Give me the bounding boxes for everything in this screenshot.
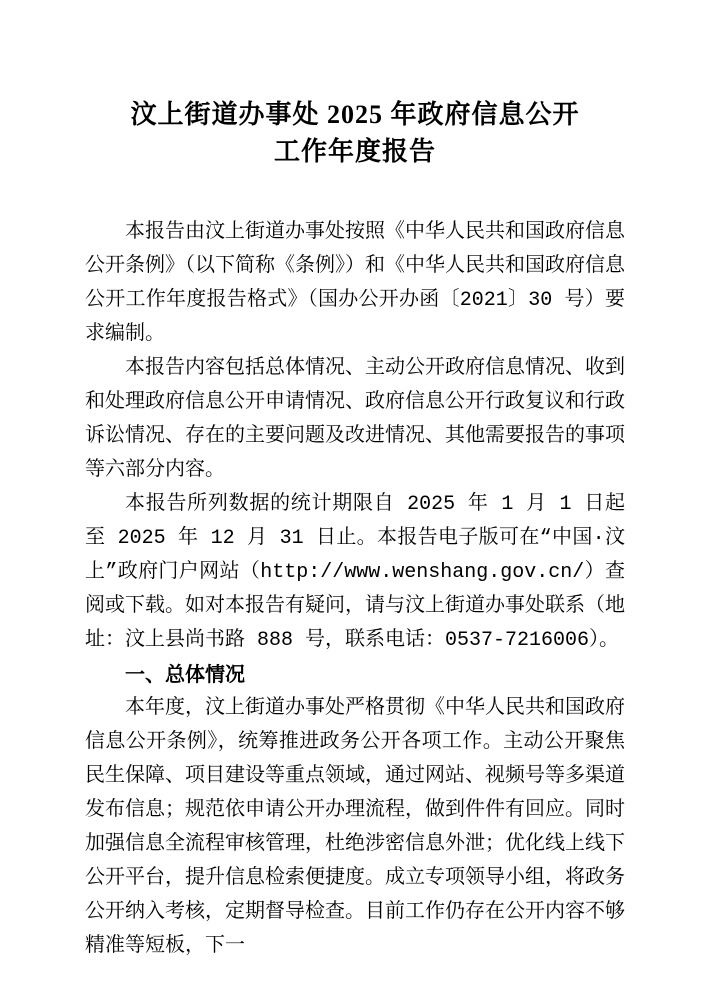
document-title-line-1: 汶上街道办事处 2025 年政府信息公开 [130,100,580,129]
intro-paragraph-1: 本报告由汶上街道办事处按照《中华人民共和国政府信息公开条例》（以下简称《条例》）和《中华人民共和国政府信息公开工作年度报告格式》（国办公开办函〔2021〕30 号）要求编制。 [85,221,625,346]
section-1-paragraph: 本年度，汶上街道办事处严格贯彻《中华人民共和国政府信息公开条例》，统筹推进政务公开各项工作。主动公开聚焦民生保障、项目建设等重点领域，通过网站、视频号等多渠道发布信息；规范依申请公开办理流程，做到件件有回应。同时加强信息全流程审核管理，杜绝涉密信息外泄；优化线上线下公开平台，提升信息检索便捷度。成立专项领导小组，将政务公开纳入考核，定期督导检查。目前工作仍存在公开内容不够精准等短板，下一 [85,697,625,958]
document-title-line-2: 工作年度报告 [273,137,436,166]
intro-paragraph-2: 本报告内容包括总体情况、主动公开政府信息情况、收到和处理政府信息公开申请情况、政府信息公开行政复议和行政诉讼情况、存在的主要问题及改进情况、其他需要报告的事项等六部分内容。 [85,357,625,482]
document-title [85,96,625,170]
document-body [85,216,625,964]
intro-paragraph-3: 本报告所列数据的统计期限自 2025 年 1 月 1 日起至 2025 年 12 月 31 日止。本报告电子版可在“中国·汶上”政府门户网站（http://www.wenshang.gov.cn/）查阅或下载。如对本报告有疑问，请与汶上街道办事处联系（地址：汶上县尚书路 888 号，联系电话：0537-7216006）。 [85,493,625,652]
section-1-heading: 一、总体情况 [125,664,245,686]
